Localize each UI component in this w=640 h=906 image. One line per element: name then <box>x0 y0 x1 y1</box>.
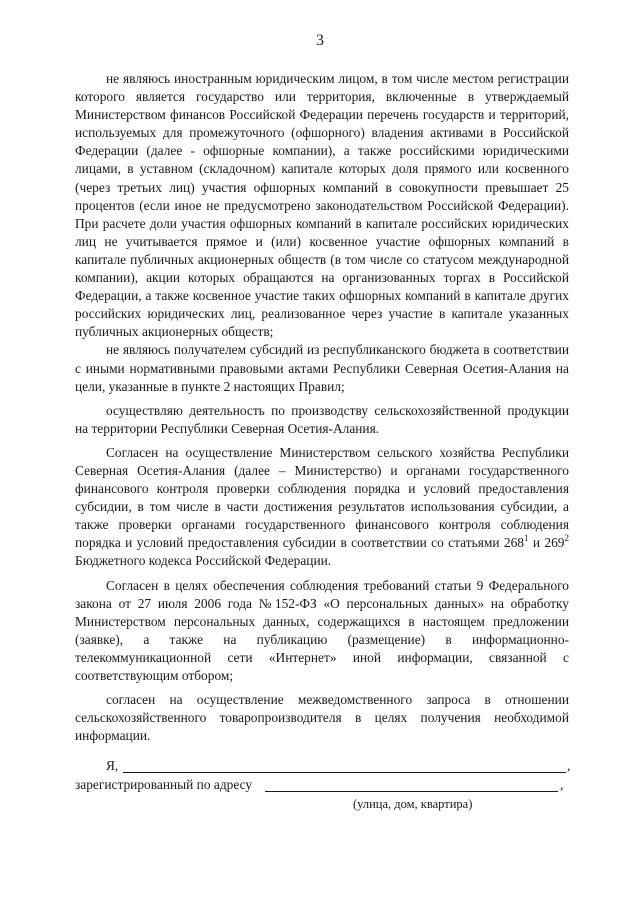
name-blank-rule[interactable] <box>123 772 566 773</box>
paragraph-consent-personal-data: Согласен в целях обеспечения соблюдения требований статьи 9 Федерального закона от 27 июля 2006 года №152-ФЗ «О персональных данных» на обработку Министерством персональных данных, содержащихся в настоящем предложении (заявке), а также на публикацию (размещение) в информационно-телекоммуникационной сети «Интернет» иной информации, связанной с соответствующим отбором; <box>75 577 569 683</box>
article-269-number: 269 <box>544 535 565 551</box>
article-269-superscript: 2 <box>564 533 569 544</box>
signature-address-comma: , <box>560 777 564 792</box>
consent-inspection-text: Согласен на осуществление Министерством сельского хозяйства Республики Северная Осетия-Алания (далее – Министерство) и органами государственного финансового контроля проверки соблюдения порядка и условий предоставления субсидии, в том числе в части достижения результатов использования субсидии, а также проверки органами государственного финансового контроля соблюдения порядка и условий предоставления субсидии в соответствии со статьями 268 <box>75 444 569 551</box>
document-body <box>75 70 569 745</box>
conjunction-and: и <box>532 535 541 551</box>
address-blank-rule[interactable] <box>265 791 558 792</box>
signature-name-label: Я, <box>106 758 119 773</box>
paragraph-offshore: не являюсь иностранным юридическим лицом, в том числе местом регистрации которого является государство или территория, включенные в утверждаемый Министерством финансов Российской Федерации перечень государств и территорий, используемых для промежуточного (офшорного) владения активами в Российской Федерации (далее - офшорные компании), а также российскими юридическими лицами, в уставном (складочном) капитале которых доля прямого или косвенного (через третьих лиц) участия офшорных компаний в совокупности превышает 25 процентов (если иное не предусмотрено законодательством Российской Федерации). При расчете доли участия офшорных компаний в капитале российских юридических лиц не учитывается прямое и (или) косвенное участие офшорных компаний в капитале публичных акционерных обществ (в том числе со статусом международной компании), акции которых обращаются на организованных торгах в Российской Федерации, а также косвенное участие таких офшорных компаний в капитале других российских юридических лиц, реализованное через участие в капитале указанных публичных акционерных обществ; <box>75 71 569 340</box>
paragraph-activity: осуществляю деятельность по производству сельскохозяйственной продукции на территории Республики Северная Осетия-Алания. <box>75 402 569 436</box>
paragraph-not-recipient: не являюсь получателем субсидий из республиканского бюджета в соответствии с иными нормативными правовыми актами Республики Северная Осетия-Алания на цели, указанные в пункте 2 настоящих Правил; <box>75 342 569 394</box>
address-caption: (улица, дом, квартира) <box>353 797 473 811</box>
article-268-superscript: 1 <box>523 533 529 544</box>
signature-address-line <box>75 776 570 796</box>
signature-name-comma: , <box>567 758 571 773</box>
signature-name-line <box>106 757 570 777</box>
paragraph-consent-inspection <box>75 444 569 571</box>
signature-address-label: зарегистрированный по адресу <box>75 777 253 792</box>
budget-code-reference: Бюджетного кодекса Российской Федерации. <box>75 553 332 569</box>
paragraph-consent-interagency: согласен на осуществление межведомственного запроса в отношении сельскохозяйственного товаропроизводителя в целях получения необходимой информации. <box>75 692 569 744</box>
page-number: 3 <box>316 32 324 49</box>
